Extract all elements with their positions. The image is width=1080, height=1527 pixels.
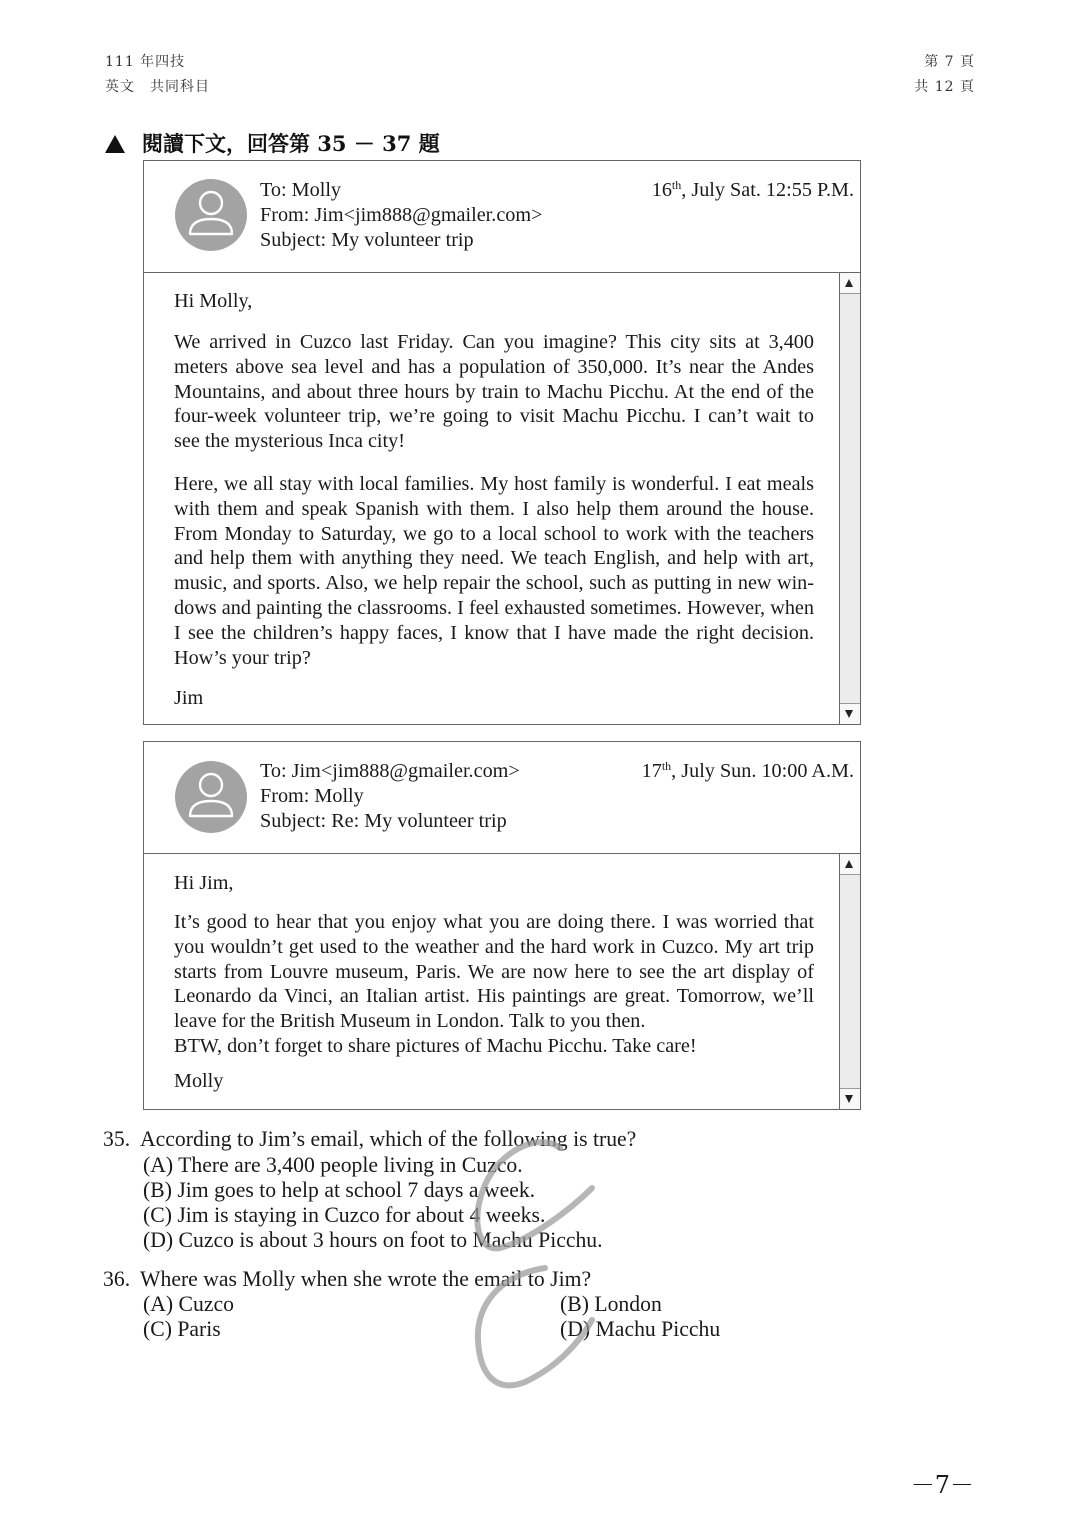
option-d: (D) Machu Picchu (560, 1317, 721, 1341)
text-line: dows and painting the classrooms. I feel exhausted sometimes. However, when (174, 596, 814, 619)
email-jim-to-molly (143, 160, 861, 725)
option-a: (A) There are 3,400 people living in Cuzco. (143, 1153, 523, 1177)
email-header (144, 742, 860, 854)
email-paragraph (174, 472, 814, 670)
email-date (642, 759, 854, 784)
scroll-up-icon (845, 860, 853, 868)
text-line: you wouldn’t get used to the weather and the hard work in Cuzco. My art trip (174, 935, 814, 958)
date-suffix: th (661, 759, 672, 773)
page-label: 第 7 頁 (924, 54, 975, 70)
text-line: We arrived in Cuzco last Friday. Can you imagine? This city sits at 3,400 (174, 331, 814, 353)
text-line: Here, we all stay with local families. My host family is wonderful. I eat meals (174, 473, 814, 495)
text-line: see the mysterious Inca city! (174, 430, 405, 453)
scrollbar[interactable] (839, 854, 860, 1109)
email-from: From: Jim<jim888@gmailer.com> (260, 204, 543, 226)
email-to: To: Jim<jim888@gmailer.com> (260, 760, 520, 782)
user-avatar-icon (175, 179, 247, 251)
text-line: leave for the British Museum in London. Talk to you then. (174, 1010, 646, 1033)
question-number: 36. (103, 1267, 131, 1291)
email-greeting (174, 289, 814, 314)
text-line: with them and speak Spanish with them. I also help them around the house. (174, 497, 814, 520)
option-b: (B) Jim goes to help at school 7 days a week. (143, 1178, 536, 1202)
greeting-line: Hi Molly, (174, 290, 253, 312)
email-date (652, 178, 854, 203)
text-line: meters above sea level and has a population of 350,000. It’s near the Andes (174, 355, 814, 378)
email-paragraph (174, 330, 814, 454)
email-greeting (174, 871, 814, 896)
exam-title: 111 年四技 (105, 54, 186, 70)
date-suffix: th (671, 178, 682, 192)
date-rest: , July Sat. 12:55 P.M. (681, 179, 854, 201)
exam-subject: 英文 共同科目 (105, 79, 210, 95)
scroll-down-button[interactable] (840, 703, 860, 724)
email-subject: Subject: My volunteer trip (260, 229, 474, 251)
email-signature (174, 1069, 814, 1094)
text-line: Leonardo da Vinci, an Italian artist. His paintings are great. Tomorrow, we’ll (174, 985, 814, 1008)
text-line: music, and sports. Also, we help repair the school, such as putting in new win- (174, 572, 814, 595)
date-day: 17 (641, 760, 662, 782)
text-line: BTW, don’t forget to share pictures of Machu Picchu. Take care! (174, 1034, 697, 1057)
text-line: four-week volunteer trip, we’re going to visit Machu Picchu. I can’t wait to (174, 405, 814, 428)
option-c: (C) Jim is staying in Cuzco for about 4 weeks. (143, 1203, 546, 1227)
page-number: －7－ (910, 1471, 974, 1499)
option-a: (A) Cuzco (143, 1292, 234, 1316)
question-text: According to Jim’s email, which of the following is true? (140, 1127, 637, 1151)
email-to: To: Molly (260, 179, 342, 201)
email-signature (174, 686, 814, 711)
question-number: 35. (103, 1127, 131, 1151)
user-avatar-icon (175, 761, 247, 833)
total-pages-label: 共 12 頁 (914, 79, 975, 95)
scroll-up-button[interactable] (840, 273, 860, 294)
section-title: 閱讀下文，回答第 35 － 37 題 (142, 131, 440, 156)
scroll-down-icon (845, 710, 853, 718)
email-paragraph (174, 910, 814, 1059)
option-c: (C) Paris (143, 1317, 221, 1341)
email-header (144, 161, 860, 273)
date-day: 16 (651, 179, 672, 201)
email-molly-to-jim (143, 741, 861, 1110)
scroll-up-icon (845, 279, 853, 287)
option-b: (B) London (560, 1292, 662, 1316)
triangle-icon (105, 135, 125, 153)
scroll-down-icon (845, 1095, 853, 1103)
text-line: Mountains, and about three hours by train to Machu Picchu. At the end of the (174, 380, 814, 403)
signature-line: Jim (174, 687, 204, 709)
text-line: From Monday to Saturday, we go to a local school to work with the teachers (174, 522, 814, 545)
greeting-line: Hi Jim, (174, 872, 234, 894)
text-line: How’s your trip? (174, 646, 311, 669)
scrollbar[interactable] (839, 273, 860, 724)
signature-line: Molly (174, 1070, 224, 1092)
scroll-up-button[interactable] (840, 854, 860, 875)
text-line: starts from Louvre museum, Paris. We are now here to see the art display of (174, 960, 814, 983)
text-line: It’s good to hear that you enjoy what you are doing there. I was worried that (174, 911, 814, 933)
scroll-down-button[interactable] (840, 1088, 860, 1109)
date-rest: , July Sun. 10:00 A.M. (671, 760, 854, 782)
question-text: Where was Molly when she wrote the email to Jim? (140, 1267, 592, 1291)
text-line: I see the children’s happy faces, I know that I have made the right decision. (174, 621, 814, 644)
text-line: and help them with anything they need. We teach English, and help with art, (174, 547, 814, 570)
email-subject: Subject: Re: My volunteer trip (260, 810, 507, 832)
option-d: (D) Cuzco is about 3 hours on foot to Machu Picchu. (143, 1228, 603, 1252)
email-from: From: Molly (260, 785, 364, 807)
